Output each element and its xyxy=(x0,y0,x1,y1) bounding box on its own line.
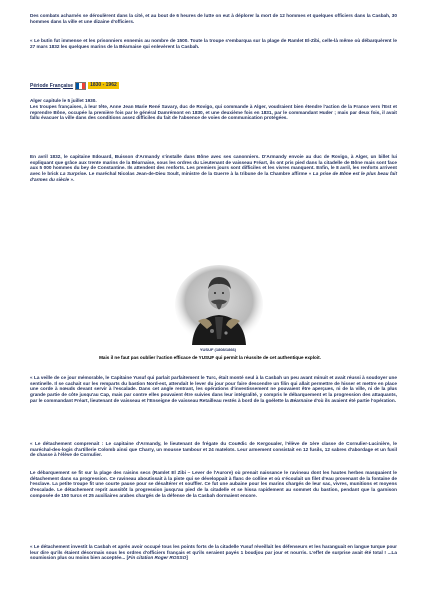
yusuf-text-start: « La veille de ce jour mémorable, le Capitaine Yusuf qui parlait parfaitement le Turc, était monté seul à la Casbah un peu avant minuit et avait réussi à soudoyer une sentinelle. Il se cachait sur les remparts du bastion Nord-est, attendait le lever du jour pour faire descendre un filin qui allait permettre de hisser et mettre en place une corde à nœuds devant servir à l'escalade. Dans cet angle rentrant, les opérations d'investissement ne pouvaient être aperçues, ni de la ville, ni de la plus grande partie de côte jusqu'au Cap, mais par contre elles pouvaient être suivies dans leur intégralité, y compris le débarquement et la progression des attaquants, par le commandant Fréart, lieutenant de vaisseau et l'Enseigne de vaisseau Retailleau restés à bord de la goélette la xyxy=(30,375,397,403)
period-label: Période Française xyxy=(30,82,74,89)
casbah-text-start: « Le détachement investit la Casbah et après avoir occupé tous les points forts de la citadelle Yusuf réveillait les défenseurs et les haranguait en langue turque pour leur dire qu'ils étaient désormais sous les ordres d'officiers français et qu'ils seraient payés 1 boudjou par jour et nourris. L'effet de surprise avait été total ! ...La soumission plus ou moins bien acceptée... [ xyxy=(30,544,397,561)
portrait-caption: YUSUF (1808/1866) xyxy=(199,347,237,352)
paragraph-armandy xyxy=(30,154,397,183)
ship-name-surprise: La Surprise xyxy=(60,171,87,177)
paragraph-landing: Le débarquement se fit sur la plage des raisins secs (Ramlet El Zibi – Lever de l'Aurore) où prenait naissance le ravineau dont les hautes herbes masquaient le détachement dans sa progression. Ce ravineau aboutissait à la piste qui se développait à flanc de colline et où s'écoulait un filet d'eau provenant de la fontaine de l'esclave. La petite troupe fit une courte pause pour se désaltérer et souffler. Ce fut une aubaine pour les marins chargés de leur sac, vivres, munitions et moyens d'escalade. Le détachement reprit aussitôt la progression jusqu'au pied de la citadelle et se hissa rapidement au sommet du bastion, pendant que la garnison composée de 150 turcs et 25 auxiliaires arabes chargés de la défense de la Casbah dormaient encore. xyxy=(30,470,397,498)
paragraph-rovigo: Les troupes françaises, à leur tête, Anne Jean Marie René Savary, duc de Rovigo, qui commande à Alger, voudraient bien étendre l'action de la France vers l'Est et reprendre Bône, occupée la première fois par le général Damrémont en 1830, et une deuxième fois en 1831, par le commandant Huder ; mais par deux fois, il avait fallu évacuer la ville dans des conditions assez difficiles du fait de l'absence de voies de communication protégées. xyxy=(30,104,397,121)
armandy-text-mid: . Le maréchal Nicolas Jean-de-Dieu Soult, ministre de la Guerre à la tribune de la Chambre affirme « xyxy=(86,171,313,177)
paragraph-combats: Des combats acharnés se déroulèrent dans la cité, et au bout de 6 heures de lutte on eut à déplorer la mort de 12 hommes et quelques officiers dans la Casbah, 30 hommes dans la ville et une dizaine d'officiers. xyxy=(30,13,397,24)
paragraph-casbah xyxy=(30,544,397,561)
paragraph-butin: « Le butin fut immense et les prisonniers ennemis au nombre de 1500. Toute la troupe s'embarqua sur la plage de Ramlet El-Zibi, celle-là même où débarquèrent le 27 mars 1832 les quelques marins de la Béarnaise qui enlevèrent la Casbah. xyxy=(30,38,397,49)
paragraph-detachment: « Le détachement comprenait : Le capitaine d'Armandy, le lieutenant de frégate du Couëdic de Kergoualer, l'élève de 1ère classe de Cornulier-Lucinière, le maréchal-des-logis d'artillerie Colomb ainsi que Charry, un mousse tambour et 24 matelots. Leur armement consistait en 12 fusils, 12 sabres d'abordage et un fusil de chasse à l'élève de Cornulier. xyxy=(30,441,397,458)
soult-quote: La prise de Bône est le plus beau fait d'armes du siècle xyxy=(30,171,398,182)
armandy-text-start: En avril 1832, le capitaine Edouard, Buisson d'Armandy s'installe dans Bône avec ses canonniers. D'Armandy envoie au duc de Rovigo, à Alger, un billet lui expliquant que grâce aux trente marins de la Béarnaise, sous les ordres du Lieutenant de vaisseau Fréart, ils ont pris pied dans la citadelle de Bône mais sont face aux 5 000 hommes du bey de Constantine. Ils attendent des renforts. Les premiers jours sont difficiles et les vivres manquent. Enfin, le 8 avril, les renforts arrivent avec le brick xyxy=(30,154,397,177)
period-heading xyxy=(30,82,119,89)
french-flag-icon xyxy=(75,82,86,90)
yusuf-note: Mais il ne faut pas oublier l'action efficace de YUSUF qui permit la réussite de cet authentique exploit. xyxy=(99,355,321,360)
yusuf-portrait xyxy=(174,265,264,345)
paragraph-capitulation: Alger capitule le 5 juillet 1930. xyxy=(30,98,97,103)
period-years: 1830 - 1962 xyxy=(90,82,117,88)
armandy-text-end: ». xyxy=(69,176,75,182)
paragraph-yusuf-night xyxy=(30,375,397,404)
citation-source: Fin citation Roger ROSSO xyxy=(128,555,187,561)
casbah-text-end: ] xyxy=(186,555,188,561)
yusuf-text-end: d'où ils avaient été partie l'opération. xyxy=(312,397,396,403)
ship-name-bearnaise: Béarnaise xyxy=(290,397,313,403)
